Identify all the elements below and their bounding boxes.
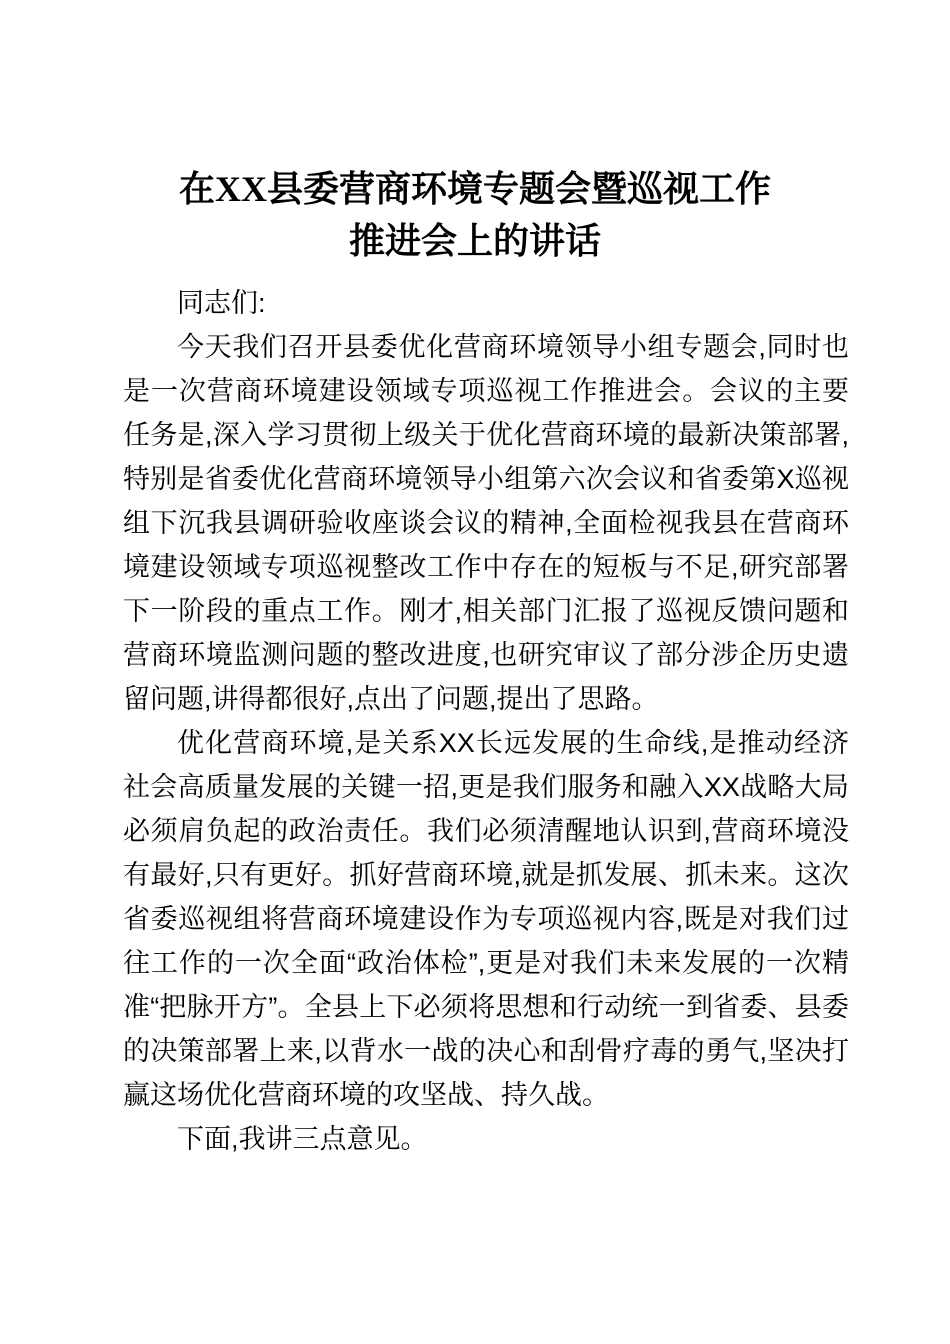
paragraph: 优化营商环境,是关系XX长远发展的生命线,是推动经济社会高质量发展的关键一招,更是我们服务和融入XX战略大局必须肩负起的政治责任。我们必须清醒地认识到,营商环境没有最好,只有更好。抓好营商环境,就是抓发展、抓未来。这次省委巡视组将营商环境建设作为专项巡视内容,既是对我们过往工作的一次全面“政治体检”,更是对我们未来发展的一次精准“把脉开方”。全县上下必须将思想和行动统一到省委、县委的决策部署上来,以背水一战的决心和刮骨疗毒的勇气,坚决打赢这场优化营商环境的攻坚战、持久战。 bbox=[123, 728, 849, 1110]
paragraph: 今天我们召开县委优化营商环境领导小组专题会,同时也是一次营商环境建设领域专项巡视工作推进会。会议的主要任务是,深入学习贯彻上级关于优化营商环境的最新决策部署,特别是省委优化营商环境领导小组第六次会议和省委第X巡视组下沉我县调研验收座谈会议的精神,全面检视我县在营商环境建设领域专项巡视整改工作中存在的短板与不足,研究部署下一阶段的重点工作。刚才,相关部门汇报了巡视反馈问题和营商环境监测问题的整改进度,也研究审议了部分涉企历史遗留问题,讲得都很好,点出了问题,提出了思路。 bbox=[123, 332, 849, 714]
paragraph: 下面,我讲三点意见。 bbox=[177, 1124, 428, 1154]
paragraph: 同志们: bbox=[177, 288, 266, 318]
document-title: 在XX县委营商环境专题会暨巡视工作推进会上的讲话 bbox=[179, 169, 771, 261]
document-body bbox=[123, 281, 849, 1161]
